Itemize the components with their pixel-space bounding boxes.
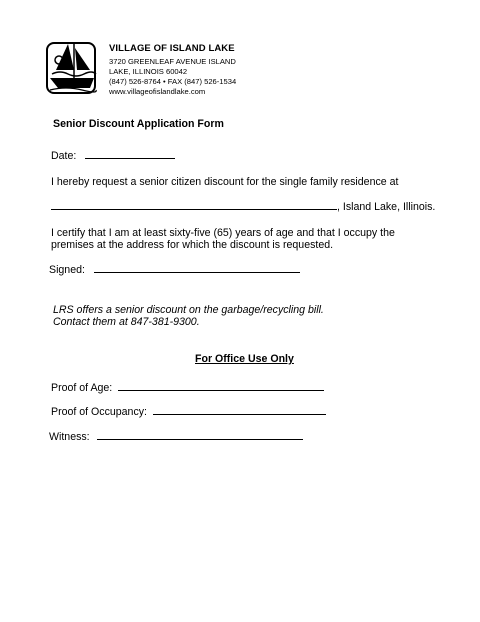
date-label: Date: (51, 150, 77, 162)
certify-line-2: premises at the address for which the discount is requested. (51, 239, 334, 251)
date-field[interactable] (85, 157, 175, 159)
signed-label: Signed: (49, 264, 85, 276)
signed-row (49, 264, 300, 276)
address-line-2: LAKE, ILLINOIS 60042 (109, 67, 188, 76)
proof-occupancy-label: Proof of Occupancy: (51, 406, 147, 418)
certify-line-1: I certify that I am at least sixty-five (65) years of age and that I occupy the (51, 227, 395, 239)
witness-field[interactable] (97, 438, 303, 440)
address-suffix: , Island Lake, Illinois. (337, 201, 436, 213)
residence-address-field[interactable] (51, 208, 337, 210)
note-line-2: Contact them at 847-381-9300. (53, 316, 200, 328)
request-text: I hereby request a senior citizen discount for the single family residence at (51, 176, 399, 188)
website: www.villageofislandlake.com (109, 87, 206, 96)
proof-age-label: Proof of Age: (51, 382, 113, 394)
note-line-1: LRS offers a senior discount on the garbage/recycling bill. (53, 304, 324, 316)
proof-occupancy-field[interactable] (153, 413, 326, 415)
proof-age-row (51, 382, 324, 394)
witness-label: Witness: (49, 431, 90, 443)
address-line-1: 3720 GREENLEAF AVENUE ISLAND (109, 57, 236, 66)
witness-row (49, 431, 303, 443)
sailboat-logo-icon (46, 40, 98, 96)
phone-fax: (847) 526-8764 • FAX (847) 526-1534 (109, 77, 237, 86)
signature-field[interactable] (94, 271, 300, 273)
proof-occupancy-row (51, 406, 326, 418)
date-row (51, 150, 175, 162)
address-row (51, 201, 435, 213)
org-name: VILLAGE OF ISLAND LAKE (109, 43, 235, 54)
office-use-title: For Office Use Only (195, 353, 294, 365)
form-title: Senior Discount Application Form (53, 118, 224, 130)
proof-age-field[interactable] (118, 389, 324, 391)
